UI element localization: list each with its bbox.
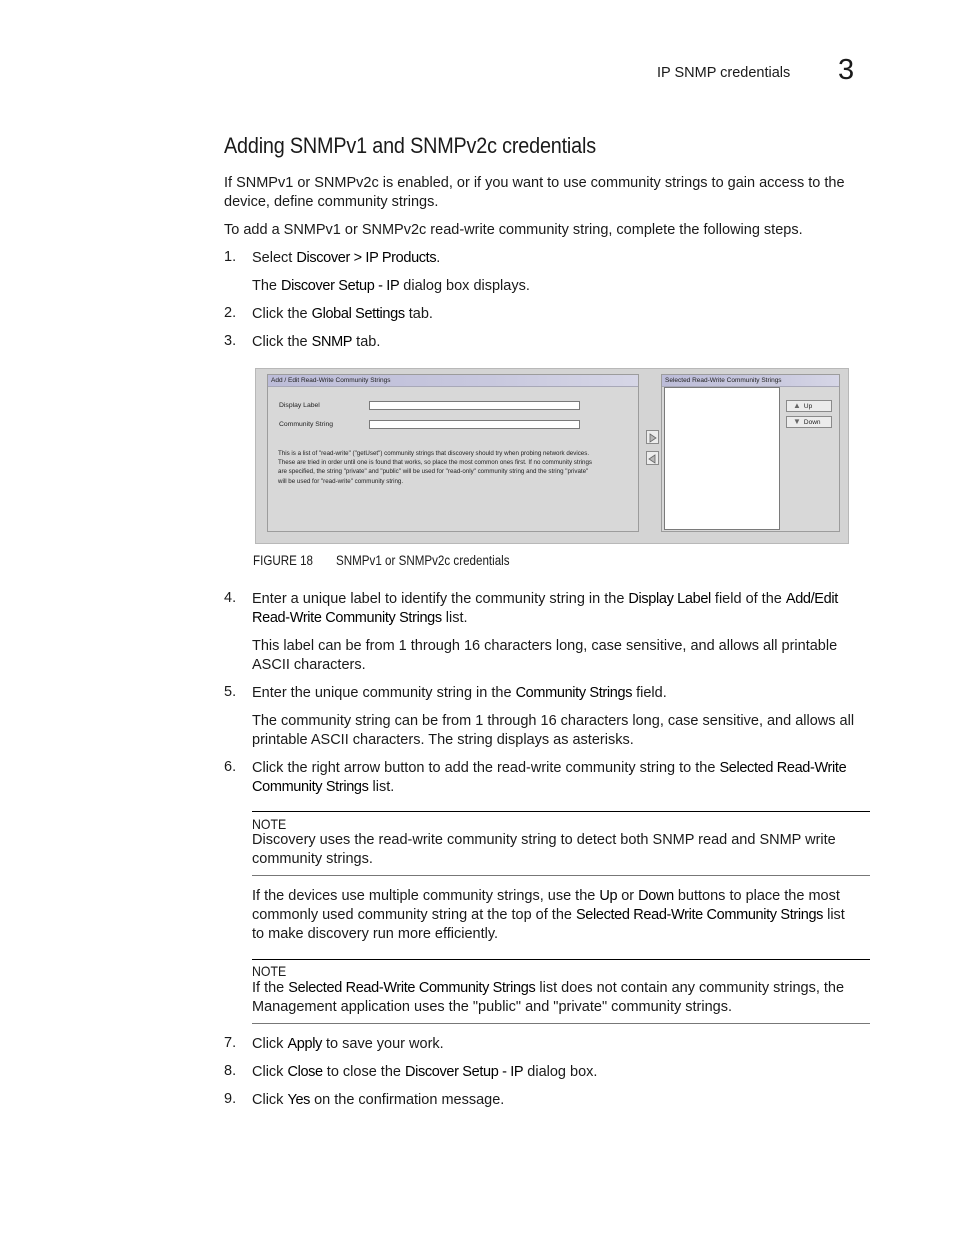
- add-edit-panel: [267, 374, 639, 532]
- selected-strings-panel: [661, 374, 840, 532]
- step-5-detail: The community string can be from 1 through 16 characters long, case sensitive, and allows all printable ASCII characters. The string displays as asterisks.: [252, 713, 855, 748]
- note-bottom-rule: [252, 1023, 870, 1024]
- add-right-arrow-button[interactable]: [646, 430, 659, 444]
- panel-description: This is a list of "read-write" ("getUset") community strings that discovery should try when probing network devices. These are tried in order until one is found that works, so place the most common ones first. If no community strings are specified, the string "private" and "public" will be used for "read-only" community string and the string "private" will be used for "read-write" community string.: [278, 450, 592, 485]
- note-label: NOTE: [252, 816, 287, 832]
- up-arrow-icon: ▲: [793, 401, 801, 410]
- running-header-title: IP SNMP credentials: [657, 65, 791, 81]
- step-number: 9.: [224, 1091, 237, 1107]
- step-number: 5.: [224, 684, 237, 700]
- step-3: Click the SNMP tab.: [252, 334, 381, 350]
- figure-screenshot: [255, 368, 849, 544]
- figure-caption: SNMPv1 or SNMPv2c credentials: [336, 553, 510, 568]
- step-9: Click Yes on the confirmation message.: [252, 1092, 505, 1108]
- figure-number: FIGURE 18: [253, 553, 314, 568]
- step-number: 6.: [224, 759, 237, 775]
- note-label: NOTE: [252, 963, 287, 979]
- remove-left-arrow-button[interactable]: [646, 451, 659, 465]
- community-string-label: Community String: [279, 421, 334, 428]
- step-8: Click Close to close the Discover Setup - IP dialog box.: [252, 1064, 598, 1080]
- step-4-detail: This label can be from 1 through 16 characters long, case sensitive, and allows all printable ASCII characters.: [252, 638, 838, 673]
- community-string-input[interactable]: [369, 420, 580, 429]
- selected-strings-list[interactable]: [664, 387, 780, 530]
- add-edit-panel-title: Add / Edit Read-Write Community Strings: [268, 375, 638, 387]
- left-arrow-icon: [647, 453, 658, 465]
- step-number: 8.: [224, 1063, 237, 1079]
- page-title: Adding SNMPv1 and SNMPv2c credentials: [224, 133, 596, 158]
- step-2: Click the Global Settings tab.: [252, 306, 433, 322]
- step-6-detail: If the devices use multiple community strings, use the Up or Down buttons to place the most commonly used community string at the top of the Selected Read-Write Community Strings list to make discovery run more efficiently.: [252, 888, 845, 942]
- note-top-rule: [252, 811, 870, 812]
- step-number: 2.: [224, 305, 237, 321]
- intro-steps-lead: To add a SNMPv1 or SNMPv2c read-write community string, complete the following steps.: [224, 222, 803, 238]
- step-1: Select Discover > IP Products.: [252, 250, 441, 266]
- step-number: 3.: [224, 333, 237, 349]
- display-label-input[interactable]: [369, 401, 580, 410]
- step-6: Click the right arrow button to add the read-write community string to the Selected Read-Write Community Strings list.: [252, 760, 847, 795]
- step-number: 1.: [224, 249, 237, 265]
- down-button[interactable]: ▼ Down: [786, 416, 832, 428]
- step-number: 7.: [224, 1035, 237, 1051]
- step-4: Enter a unique label to identify the community string in the Display Label field of the Add/Edit Read-Write Community Strings list.: [252, 591, 838, 626]
- note-text: Discovery uses the read-write community string to detect both SNMP read and SNMP write community strings.: [252, 832, 836, 867]
- selected-strings-panel-title: Selected Read-Write Community Strings: [662, 375, 839, 387]
- right-arrow-icon: [647, 432, 658, 444]
- up-button[interactable]: ▲ Up: [786, 400, 832, 412]
- note-top-rule: [252, 959, 870, 960]
- step-1-result: The Discover Setup - IP dialog box displays.: [252, 278, 530, 294]
- step-number: 4.: [224, 590, 237, 606]
- step-5: Enter the unique community string in the Community Strings field.: [252, 685, 667, 701]
- intro-paragraph: If SNMPv1 or SNMPv2c is enabled, or if you want to use community strings to gain access to the device, define community strings.: [224, 175, 845, 210]
- step-7: Click Apply to save your work.: [252, 1036, 444, 1052]
- note-text: If the Selected Read-Write Community Strings list does not contain any community strings, the Management application uses the "public" and "private" community strings.: [252, 980, 845, 1015]
- down-arrow-icon: ▼: [793, 417, 801, 426]
- display-label-label: Display Label: [279, 402, 320, 409]
- chapter-number: 3: [838, 54, 855, 86]
- note-bottom-rule: [252, 875, 870, 876]
